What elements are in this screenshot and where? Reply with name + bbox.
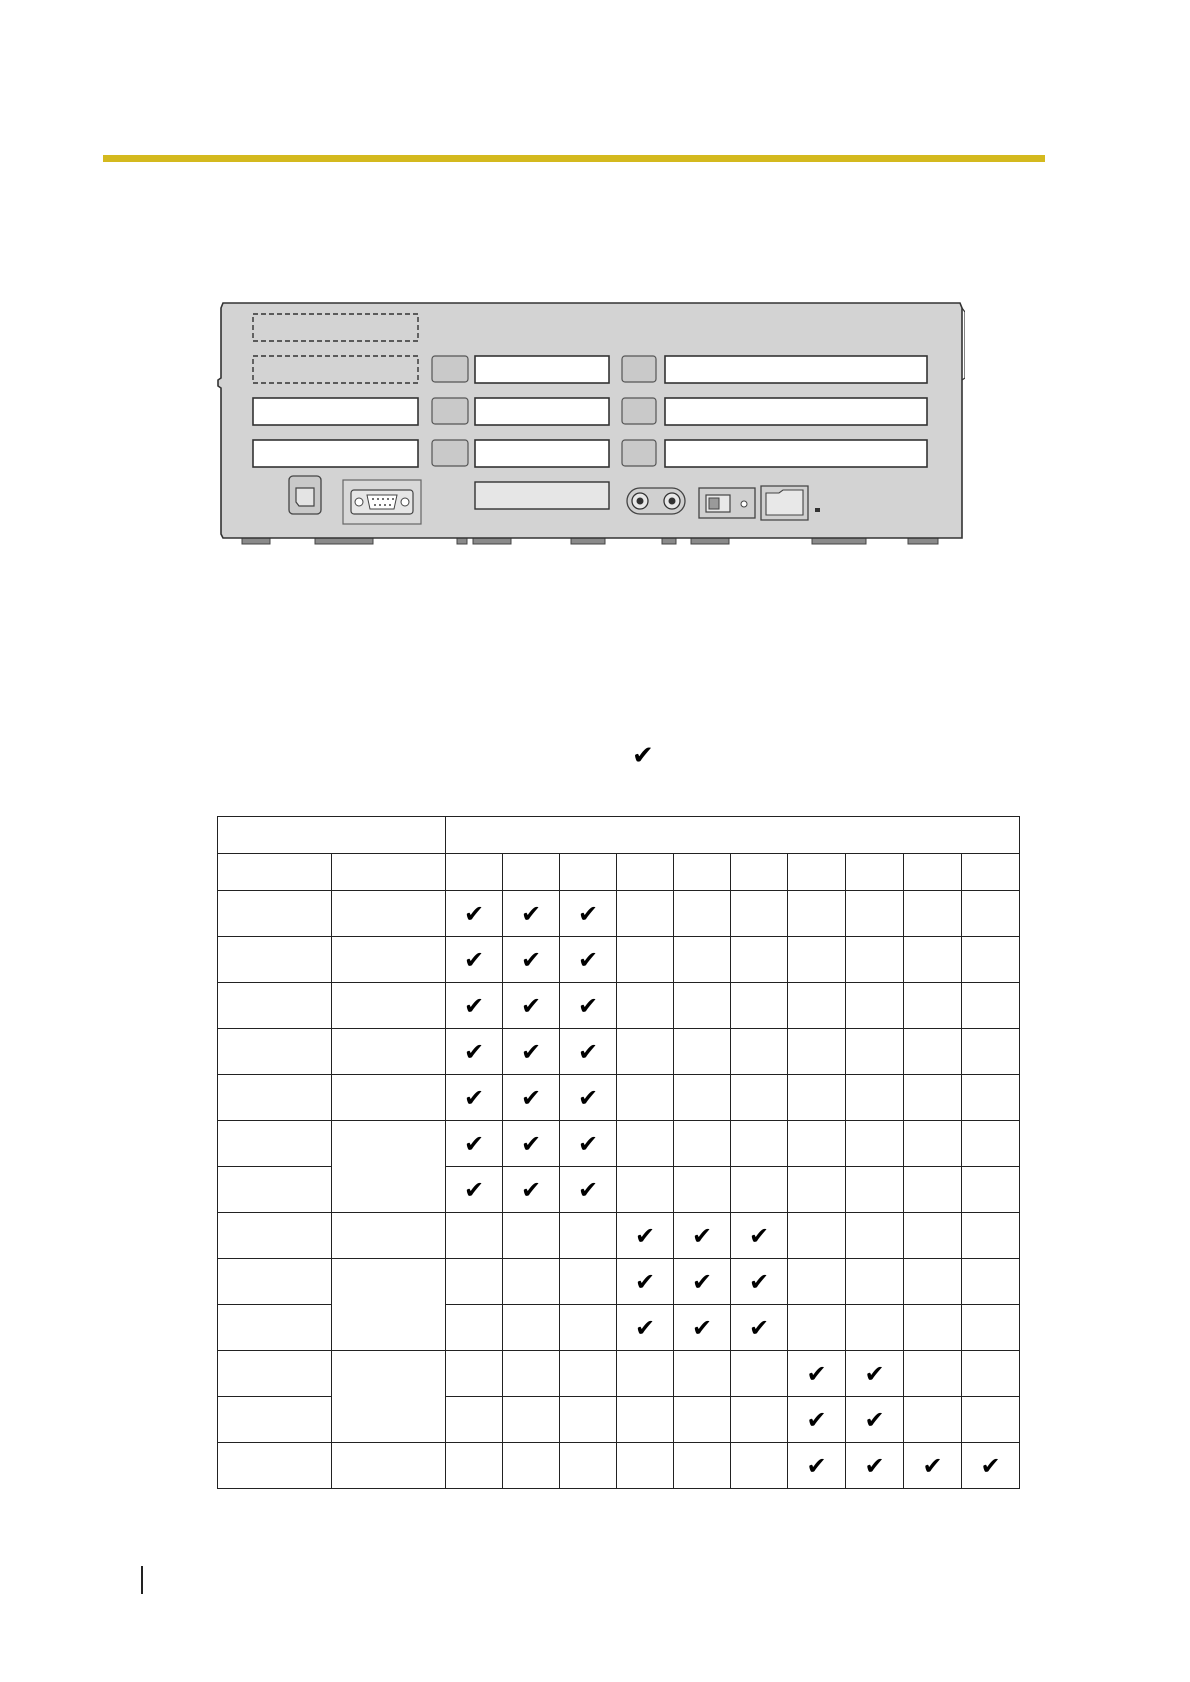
table-cell	[560, 1351, 617, 1397]
table-cell	[846, 1075, 904, 1121]
table-cell	[846, 1259, 904, 1305]
table-cell	[674, 1075, 731, 1121]
table-cell	[560, 1213, 617, 1259]
table-row	[218, 1443, 1020, 1489]
table-cell	[962, 1167, 1020, 1213]
header-cell	[617, 854, 674, 891]
check-mark-cell: ✔	[674, 1213, 731, 1259]
table-cell	[617, 1167, 674, 1213]
table-cell	[503, 1397, 560, 1443]
table-cell	[788, 1213, 846, 1259]
table-cell	[904, 1397, 962, 1443]
table-cell	[962, 983, 1020, 1029]
table-row	[218, 1075, 1020, 1121]
card-slot	[665, 356, 927, 383]
check-mark-cell: ✔	[560, 1029, 617, 1075]
table-cell	[731, 1443, 788, 1489]
table-cell	[904, 1305, 962, 1351]
card-slot	[475, 398, 609, 425]
table-row	[218, 983, 1020, 1029]
table-cell	[674, 1121, 731, 1167]
check-mark-cell: ✔	[560, 937, 617, 983]
cabinet-rear-view-drawing	[215, 298, 965, 554]
check-mark-cell: ✔	[560, 1121, 617, 1167]
table-cell	[332, 1351, 446, 1443]
table-cell	[218, 1443, 332, 1489]
table-cell	[731, 1029, 788, 1075]
table-cell	[962, 1351, 1020, 1397]
table-cell	[332, 1075, 446, 1121]
table-cell	[904, 1351, 962, 1397]
table-cell	[332, 1443, 446, 1489]
table-cell	[332, 1029, 446, 1075]
table-cell	[446, 1397, 503, 1443]
table-cell	[617, 1075, 674, 1121]
table-cell	[904, 1167, 962, 1213]
check-mark-cell: ✔	[503, 1075, 560, 1121]
table-cell	[731, 1075, 788, 1121]
table-cell	[904, 983, 962, 1029]
check-mark-cell: ✔	[904, 1443, 962, 1489]
header-cell	[332, 854, 446, 891]
table-cell	[218, 1075, 332, 1121]
serial-port-icon	[343, 480, 421, 524]
header-cell	[503, 854, 560, 891]
table-cell	[788, 1075, 846, 1121]
table-cell	[788, 937, 846, 983]
table-cell	[731, 937, 788, 983]
header-cell	[846, 854, 904, 891]
card-slot	[475, 440, 609, 467]
check-mark-legend-icon: ✔	[632, 741, 654, 771]
table-cell	[674, 1167, 731, 1213]
header-cell	[446, 817, 1020, 854]
check-mark-cell: ✔	[446, 891, 503, 937]
table-cell	[846, 1305, 904, 1351]
check-mark-cell: ✔	[503, 1029, 560, 1075]
table-cell	[731, 983, 788, 1029]
table-cell	[332, 983, 446, 1029]
table-cell	[218, 937, 332, 983]
table-cell	[904, 1213, 962, 1259]
table-cell	[788, 1305, 846, 1351]
table-cell	[788, 1259, 846, 1305]
table-cell	[560, 1443, 617, 1489]
table-cell	[788, 983, 846, 1029]
check-mark-cell: ✔	[788, 1443, 846, 1489]
card-slot	[253, 398, 418, 425]
usb-port-icon	[289, 476, 321, 514]
table-cell	[617, 1351, 674, 1397]
check-mark-cell: ✔	[788, 1351, 846, 1397]
header-rule	[103, 155, 1045, 162]
header-cell	[674, 854, 731, 891]
header-cell	[218, 854, 332, 891]
check-mark-cell: ✔	[446, 1075, 503, 1121]
table-cell	[904, 891, 962, 937]
table-cell	[904, 937, 962, 983]
table-cell	[962, 1397, 1020, 1443]
check-mark-cell: ✔	[446, 937, 503, 983]
table-row	[218, 1259, 1020, 1305]
table-row	[218, 1213, 1020, 1259]
check-mark-cell: ✔	[560, 983, 617, 1029]
check-mark-cell: ✔	[560, 1167, 617, 1213]
header-cell	[218, 817, 446, 854]
check-mark-cell: ✔	[731, 1259, 788, 1305]
table-cell	[846, 937, 904, 983]
table-cell	[332, 1121, 446, 1213]
table-cell	[332, 1213, 446, 1259]
check-mark-cell: ✔	[617, 1305, 674, 1351]
table-cell	[788, 1029, 846, 1075]
check-mark-cell: ✔	[446, 1121, 503, 1167]
table-cell	[218, 1029, 332, 1075]
table-cell	[332, 1259, 446, 1351]
compatibility-matrix	[217, 816, 1020, 1489]
table-cell	[617, 1443, 674, 1489]
table-cell	[962, 891, 1020, 937]
check-mark-cell: ✔	[503, 1167, 560, 1213]
table-cell	[674, 1351, 731, 1397]
table-cell	[674, 1029, 731, 1075]
table-cell	[846, 1213, 904, 1259]
table-cell	[560, 1397, 617, 1443]
compatibility-table	[217, 816, 1019, 1489]
table-cell	[617, 983, 674, 1029]
table-cell	[218, 1259, 332, 1305]
table-row	[218, 1029, 1020, 1075]
table-cell	[674, 1397, 731, 1443]
table-cell	[731, 1121, 788, 1167]
table-cell	[962, 1029, 1020, 1075]
table-header-row	[218, 817, 1020, 854]
table-cell	[617, 1121, 674, 1167]
table-cell	[962, 937, 1020, 983]
table-cell	[962, 1259, 1020, 1305]
table-row	[218, 937, 1020, 983]
table-cell	[904, 1259, 962, 1305]
check-mark-cell: ✔	[503, 937, 560, 983]
table-cell	[674, 891, 731, 937]
table-row	[218, 1351, 1020, 1397]
card-slot	[665, 398, 927, 425]
table-cell	[674, 983, 731, 1029]
table-cell	[962, 1075, 1020, 1121]
table-cell	[904, 1075, 962, 1121]
card-slot	[475, 356, 609, 383]
table-subheader-row	[218, 854, 1020, 891]
table-cell	[446, 1259, 503, 1305]
table-cell	[218, 983, 332, 1029]
table-cell	[962, 1305, 1020, 1351]
table-cell	[560, 1305, 617, 1351]
table-cell	[560, 1259, 617, 1305]
check-mark-cell: ✔	[788, 1397, 846, 1443]
table-cell	[218, 1397, 332, 1443]
check-mark-cell: ✔	[446, 1167, 503, 1213]
table-cell	[503, 1351, 560, 1397]
header-cell	[904, 854, 962, 891]
table-cell	[731, 891, 788, 937]
table-cell	[446, 1443, 503, 1489]
table-cell	[962, 1121, 1020, 1167]
table-cell	[218, 1351, 332, 1397]
table-cell	[617, 1397, 674, 1443]
header-cell	[962, 854, 1020, 891]
header-cell	[446, 854, 503, 891]
table-cell	[962, 1213, 1020, 1259]
table-cell	[674, 1443, 731, 1489]
table-cell	[446, 1351, 503, 1397]
check-mark-cell: ✔	[503, 891, 560, 937]
table-cell	[617, 1029, 674, 1075]
table-cell	[332, 937, 446, 983]
check-mark-cell: ✔	[846, 1443, 904, 1489]
table-cell	[332, 891, 446, 937]
check-mark-cell: ✔	[674, 1259, 731, 1305]
table-cell	[503, 1305, 560, 1351]
table-cell	[904, 1029, 962, 1075]
power-switch-icon	[699, 488, 755, 518]
table-cell	[731, 1351, 788, 1397]
table-cell	[788, 1167, 846, 1213]
table-cell	[218, 1305, 332, 1351]
card-slot	[253, 440, 418, 467]
optional-slot-dashed	[253, 314, 418, 341]
check-mark-cell: ✔	[560, 1075, 617, 1121]
table-cell	[617, 891, 674, 937]
check-mark-cell: ✔	[846, 1397, 904, 1443]
table-cell	[846, 1167, 904, 1213]
table-cell	[846, 1121, 904, 1167]
table-row	[218, 1121, 1020, 1167]
header-cell	[731, 854, 788, 891]
table-row	[218, 891, 1020, 937]
check-mark-cell: ✔	[731, 1305, 788, 1351]
table-cell	[904, 1121, 962, 1167]
check-mark-cell: ✔	[560, 891, 617, 937]
header-cell	[788, 854, 846, 891]
check-mark-cell: ✔	[446, 983, 503, 1029]
check-mark-cell: ✔	[503, 983, 560, 1029]
check-mark-cell: ✔	[617, 1259, 674, 1305]
table-cell	[218, 1121, 332, 1167]
table-cell	[846, 1029, 904, 1075]
table-cell	[846, 983, 904, 1029]
table-cell	[617, 937, 674, 983]
table-cell	[218, 891, 332, 937]
ground-terminal-icon	[627, 488, 685, 514]
table-cell	[731, 1397, 788, 1443]
check-mark-cell: ✔	[503, 1121, 560, 1167]
table-cell	[788, 1121, 846, 1167]
card-slot	[665, 440, 927, 467]
check-mark-cell: ✔	[846, 1351, 904, 1397]
table-cell	[503, 1213, 560, 1259]
table-cell	[446, 1213, 503, 1259]
table-cell	[788, 891, 846, 937]
table-cell	[731, 1167, 788, 1213]
table-cell	[846, 891, 904, 937]
check-mark-cell: ✔	[731, 1213, 788, 1259]
blank-panel	[475, 482, 609, 509]
table-cell	[674, 937, 731, 983]
table-cell	[446, 1305, 503, 1351]
table-cell	[218, 1167, 332, 1213]
check-mark-cell: ✔	[674, 1305, 731, 1351]
optional-slot-dashed	[253, 356, 418, 383]
check-mark-cell: ✔	[446, 1029, 503, 1075]
header-cell	[560, 854, 617, 891]
check-mark-cell: ✔	[617, 1213, 674, 1259]
check-mark-cell: ✔	[962, 1443, 1020, 1489]
table-cell	[503, 1443, 560, 1489]
table-cell	[218, 1213, 332, 1259]
page-footer-rule	[141, 1566, 143, 1594]
table-cell	[503, 1259, 560, 1305]
